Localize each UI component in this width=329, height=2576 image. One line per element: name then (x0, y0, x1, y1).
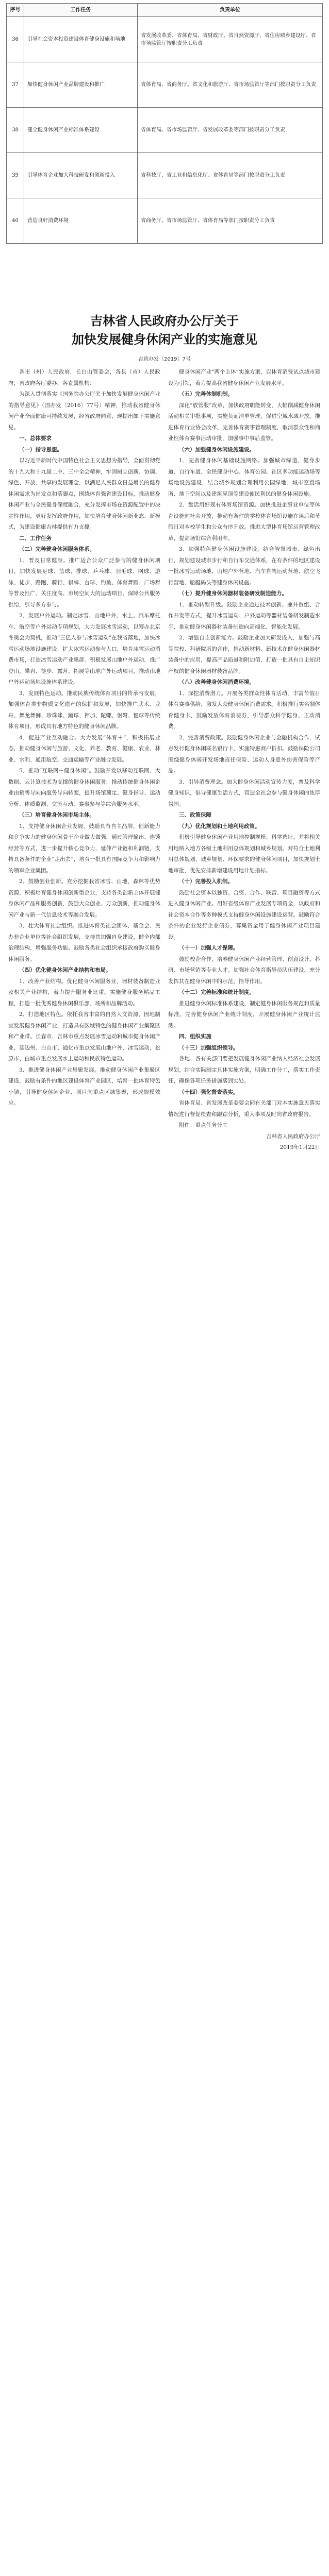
paragraph: 以习近平新时代中国特色社会主义思想为指导，全面贯彻党的十九大和十九届二中、三中全会精神，牢固树立创新、协调、绿色、开放、共享的发展理念，以满足人民群众日益增长的健身休闲需求为出发点和落脚点，围绕体育强省建设目标，推动健身休闲产业与全民健身深度融合，充分发挥市场在资源配置中的决定性作用，更好发挥政府作用，加快培育健身休闲新业态、新模式，为建设健康吉林提供有力支撑。 (8, 457, 160, 530)
paragraph: 推进健身休闲标准体系建设，制定健身休闲服务规范和质量标准。完善健身休闲产业统计制度，开展健身休闲产业统计监测。 (168, 1000, 320, 1029)
signature-line: 2019年1月22日 (279, 1144, 320, 1150)
subsection-heading: （三）培育健身休闲市场主体。 (19, 812, 95, 818)
paragraph: 3．推进健身休闲产业集聚发展。推动健身休闲产业集聚区建设，鼓励有条件的地区建设体育产业园区，培育一批体育特色小镇，引导健身休闲企业、项目向重点区域集聚，形成规模效应。 (8, 1066, 160, 1106)
row-no: 37 (7, 62, 24, 108)
paragraph: 3．引导消费理念。加大健身休闲活动宣传力度，普及科学健身知识，倡导健康生活方式，营造全社会参与健身休闲的浓厚氛围。 (168, 778, 320, 807)
paragraph: 1．改善产业结构。优化健身休闲服务业、器材装备制造业及相关产业结构，着力提升服务业比重。实施健身服务精品工程，打造一批优秀健身休闲俱乐部、场所和品牌活动。 (8, 978, 160, 1007)
paragraph: 4．促进产业互动融合。大力发展“体育＋”，积极拓展业态，推动健身休闲与旅游、文化、养老、教育、健康、农业、林业、水利、通用航空、交通运输等产业融合发展。 (8, 734, 160, 763)
subsection-heading: （二）完善健身休闲服务体系。 (19, 546, 95, 552)
task-table (6, 3, 323, 244)
subsection-heading: （一）指导思想。 (19, 446, 62, 453)
subsection-heading: （十四）强化督查落实。 (179, 1089, 239, 1095)
subsection-heading: （十二）完善标准和统计制度。 (179, 989, 255, 995)
paragraph: 2．完善消费政策。鼓励健身休闲企业与金融机构合作，试点发行健身休闲联名银行卡，实施特惠商户折扣。鼓励保险公司围绕健身休闲开发场地责任保险、运动人身意外伤害保险等产品。 (168, 734, 320, 774)
table-row (7, 198, 323, 244)
paragraph: 附件：重点任务分工 (179, 1122, 228, 1128)
table-row (7, 108, 323, 153)
subsection-heading: （七）提升健身休闲器材装备研发制造能力。 (179, 590, 287, 597)
row-task: 健全健身休闲产业标准体系建设 (24, 108, 138, 153)
section-heading: 二、工作任务 (19, 535, 52, 541)
section-heading: 四、组织实施 (179, 1033, 211, 1040)
table-row (7, 62, 323, 108)
paragraph: 鼓励校企合作，培养健身休闲产业经营管理、创意设计、科研、市场营销等专业人才。加强社会体育指导员队伍建设，充分发挥其在健身休闲中的示范、指导作用。 (168, 956, 320, 985)
row-no: 39 (7, 153, 24, 198)
paragraph: 2．盘活用好现有体育场馆资源。加快推进企事业单位等体育设施向社会开放，推动有条件的学校体育场馆设施在课后和节假日对本校学生和公众有序开放。推进大型体育场馆运营管理改革，提高场馆综合利用率。 (168, 502, 320, 541)
row-no: 40 (7, 198, 24, 244)
row-no: 38 (7, 108, 24, 153)
row-task: 引导社会资本投资建设体育健身设施和场地 (24, 17, 138, 62)
subsection-heading: （八）改善健身休闲消费环境。 (179, 679, 255, 685)
table-header-row (7, 4, 323, 17)
paragraph: 省体育局、省发展改革委要会同有关部门对本实施意见落实情况进行督促检查和跟踪分析，重大事项及时向省政府报告。 (168, 1100, 320, 1117)
paragraph: 5．推动“互联网＋健身休闲”。鼓励开发以移动互联网、大数据、云计算技术为支撑的健身休闲服务，推动传统健身休闲企业由销售导向向服务导向转变，提升场馆预定、健身指导、运动分析、体质监测、交流互动、赛事参与等综合服务水平。 (8, 768, 160, 807)
paragraph: 2．增强自主创新能力。鼓励企业加大研发投入，加强与高等院校、科研院所的合作，推动新材料、新技术在健身休闲器材装备中的应用，提高产品质量和附加值，打造一批具有自主知识产权的健身休闲器材装备品牌。 (168, 635, 320, 674)
subsection-heading: （十一）加强人才保障。 (179, 945, 239, 951)
subsection-heading: （十）完善投入机制。 (179, 878, 233, 885)
document-number: 吉政办发〔2019〕7号 (138, 357, 191, 362)
section-heading: 三、政策保障 (179, 812, 211, 818)
paragraph: 深化“放管服”改革，加快政府职能转变，大幅削减健身休闲活动相关审批事项，实施负面清单管理，促进空域水域开放。推进体育行业协会改革，完善体育赛事管理制度，取消群众性和商业性体育赛事活动审批，加强事中事后监管。 (168, 402, 320, 442)
subsection-heading: （十三）加强组织领导。 (179, 1044, 239, 1051)
paragraph: 2．打造地区特色。依托我省丰富的自然人文资源，因地制宜发展健身休闲产业，打造具有区域特色的健身休闲产业集聚区和产业带。长春市、吉林市重点发展冰雪运动和城市健身休闲产业，延边州、白山市、通化市重点发展山地户外、冰雪运动，松原市、白城市重点发展水上运动和民族特色运动。 (8, 1011, 160, 1062)
paragraph: 3．发展特色运动。推动民族传统体育项目的传承与发展，加强体育类非物质文化遗产的保护和发展，加快推广武术、龙舟、舞龙舞狮、珍珠球、蹴球、押加、陀螺、射弩、毽球等传统体育项目，形成具有地方特色的健身休闲品牌。 (8, 690, 160, 730)
paragraph: 1．完善健身休闲基础设施网络。加强城市绿道、健身步道、自行车道、全民健身中心、体育公园、社区多功能运动场等场地设施建设，结合城乡规划合理利用公园绿地、城市空置场所、地下空间以及建筑屋顶等建设便民利民的健身休闲设施。 (168, 457, 320, 497)
paragraph: 1．推动转型升级。鼓励企业通过技术创新、兼并重组、合作开发等方式，提升冰雪运动、户外运动等器材装备研发制造水平，推动健身休闲器材装备制造向高端化、智能化发展。 (168, 601, 320, 630)
row-task: 营造良好消费环境 (24, 198, 138, 244)
header-task: 工作任务 (24, 4, 138, 17)
subsection-heading: （六）加强健身休闲设施建设。 (179, 446, 255, 453)
section-heading: 一、总体要求 (19, 435, 52, 442)
paragraph: 1．深挖消费潜力。开展各类群众性体育活动，丰富节假日体育赛事供给，激发大众健身休闲消费需求。积极推行实名制体育健身卡，鼓励发放体育消费券，引导群众科学健身、主动消费。 (168, 690, 320, 730)
row-task: 引导体育企业加大科技研发和创新投入 (24, 153, 138, 198)
paragraph: 2．鼓励创业创新。充分挖掘我省冰雪、山地、森林等优势资源，积极培育健身休闲创新型企业，支持各类创新主体开展健身休闲产品和服务创新，鼓励大众创业、万众创新，推动健身休闲产业与新一代信息技术等融合发展。 (8, 878, 160, 918)
table-row (7, 17, 323, 62)
paragraph: 鼓励社会资本以独资、合资、合作、联营、项目融资等方式进入健身休闲产业。用好省级体育产业发展专项资金，以政府和社会资本合作等多种模式支持健身休闲设施建设运营。鼓励符合条件的企业发行企业债券，募集资金用于健身休闲产业项目建设。 (168, 889, 320, 940)
paragraph: 健身休闲产业“两个主体”实施方案，以体育消费试点城市建设为引领，着力提高我省健身休闲产业发展水平。 (168, 369, 320, 386)
header-no: 序号 (7, 4, 24, 17)
row-unit: 省体育局、省商务厅、省文化和旅游厅、省市场监管厅等部门按职责分工负责 (138, 62, 323, 108)
row-no: 36 (7, 17, 24, 62)
paragraph: 1．支持健身休闲企业发展。鼓励具有自主品牌、创新能力和竞争实力的健身休闲骨干企业做大做强，通过管理输出、连锁经营等方式，进一步提升核心竞争力，延伸产业链和利润链，支持具备条件的企业“走出去”，培育一批具有国际竞争力和影响力的领军企业集团。 (8, 823, 160, 874)
paragraph: 各市（州）人民政府，长白山管委会，各县（市）人民政府，省政府各厅委办、各直属机构： (8, 369, 160, 386)
subsection-heading: （九）优化规划和土地利用政策。 (179, 823, 260, 829)
paragraph: 3．壮大体育社会组织。推进体育类社会团体、基金会、民办非企业单位等社会组织发展，支持其加强自身建设，健全内部治理结构，增强服务功能。鼓励各类社会组织承接政府购买健身休闲服务。 (8, 923, 160, 962)
header-unit: 负责单位 (138, 4, 323, 17)
paragraph: 积极引导健身休闲产业用地控制规模、科学选址，并将相关用地纳入地方各级土地利用总体规划和城乡规划。对符合土地利用总体规划、城乡规划、环保要求的健身休闲项目，加快规划土地审批，优先安排新增建设用地计划指标。 (168, 834, 320, 874)
signature-line: 吉林省人民政府办公厅 (266, 1133, 320, 1140)
subsection-heading: （四）优化健身休闲产业结构和布局。 (19, 967, 111, 973)
paragraph: 1．普及日常健身。推广适合公众广泛参与的健身休闲项目，加快发展足球、篮球、排球、乒乓球、羽毛球、网球、游泳、徒步、路跑、骑行、棋牌、台球、钓鱼、体育舞蹈、广场舞等普及性广、关注度高、市场空间大的运动项目，保障公共服务供给，引导多方参与。 (8, 557, 160, 608)
subsection-heading: （五）完善体制机制。 (179, 391, 233, 397)
paragraph: 3．加强特色健身休闲设施建设。结合智慧城市、绿色出行，规划建设城市步行和自行车交通体系，在有条件的地区建设一批冰雪运动场地、山地户外营地、汽车自驾运动营地、航空飞行营地、船艇码头等健身休闲设施。 (168, 546, 320, 586)
paragraph: 为深入贯彻落实《国务院办公厅关于加快发展健身休闲产业的指导意见》（国办发〔2016〕77号）精神，推动我省健身休闲产业全面健康可持续发展，经省政府同意，现提出如下实施意见。 (8, 391, 160, 431)
table-row (7, 153, 323, 198)
row-unit: 省发展改革委、省体育局、省财政厅、省自然资源厅、省住房城乡建设厅、省市场监管厅按职责分工负责 (138, 17, 323, 62)
paragraph: 2．发展户外运动。制定冰雪、山地户外、水上、汽车摩托车、航空等户外运动专项规划，大力发展冰雪运动，以筹办北京冬奥会为契机，推动“三亿人参与冰雪运动”在我省落地，加快冰雪运动场地设施建设，扩大冰雪运动参与人口，培育冰雪运动消费市场，打造冰雪运动产业集群。积极发展山地户外运动，推广登山、攀岩、徒步、露营、拓展等山地户外运动项目，推动山地户外运动场地设施体系建设。 (8, 613, 160, 685)
article-title-line1: 吉林省人民政府办公厅关于 (90, 313, 239, 328)
paragraph: 各地、各有关部门要把发展健身休闲产业纳入经济社会发展规划，结合实际制定具体实施方案，明确工作分工，落实工作责任，确保各项任务措施落到实处。 (168, 1056, 320, 1084)
article-title-line2: 加快发展健身休闲产业的实施意见 (72, 332, 257, 347)
row-task: 加快健身休闲产业品牌建设和推广 (24, 62, 138, 108)
article-body-right-column (168, 367, 320, 1154)
article-body-left-column (8, 367, 160, 1109)
row-unit: 省商务厅、省市场监管厅、省体育局等部门按职责分工负责 (138, 198, 323, 244)
row-unit: 省科技厅、省工业和信息化厅、省体育局等部门按职责分工负责 (138, 153, 323, 198)
row-unit: 省体育局、省市场监管厅、省发展改革委等部门按职责分工负责 (138, 108, 323, 153)
